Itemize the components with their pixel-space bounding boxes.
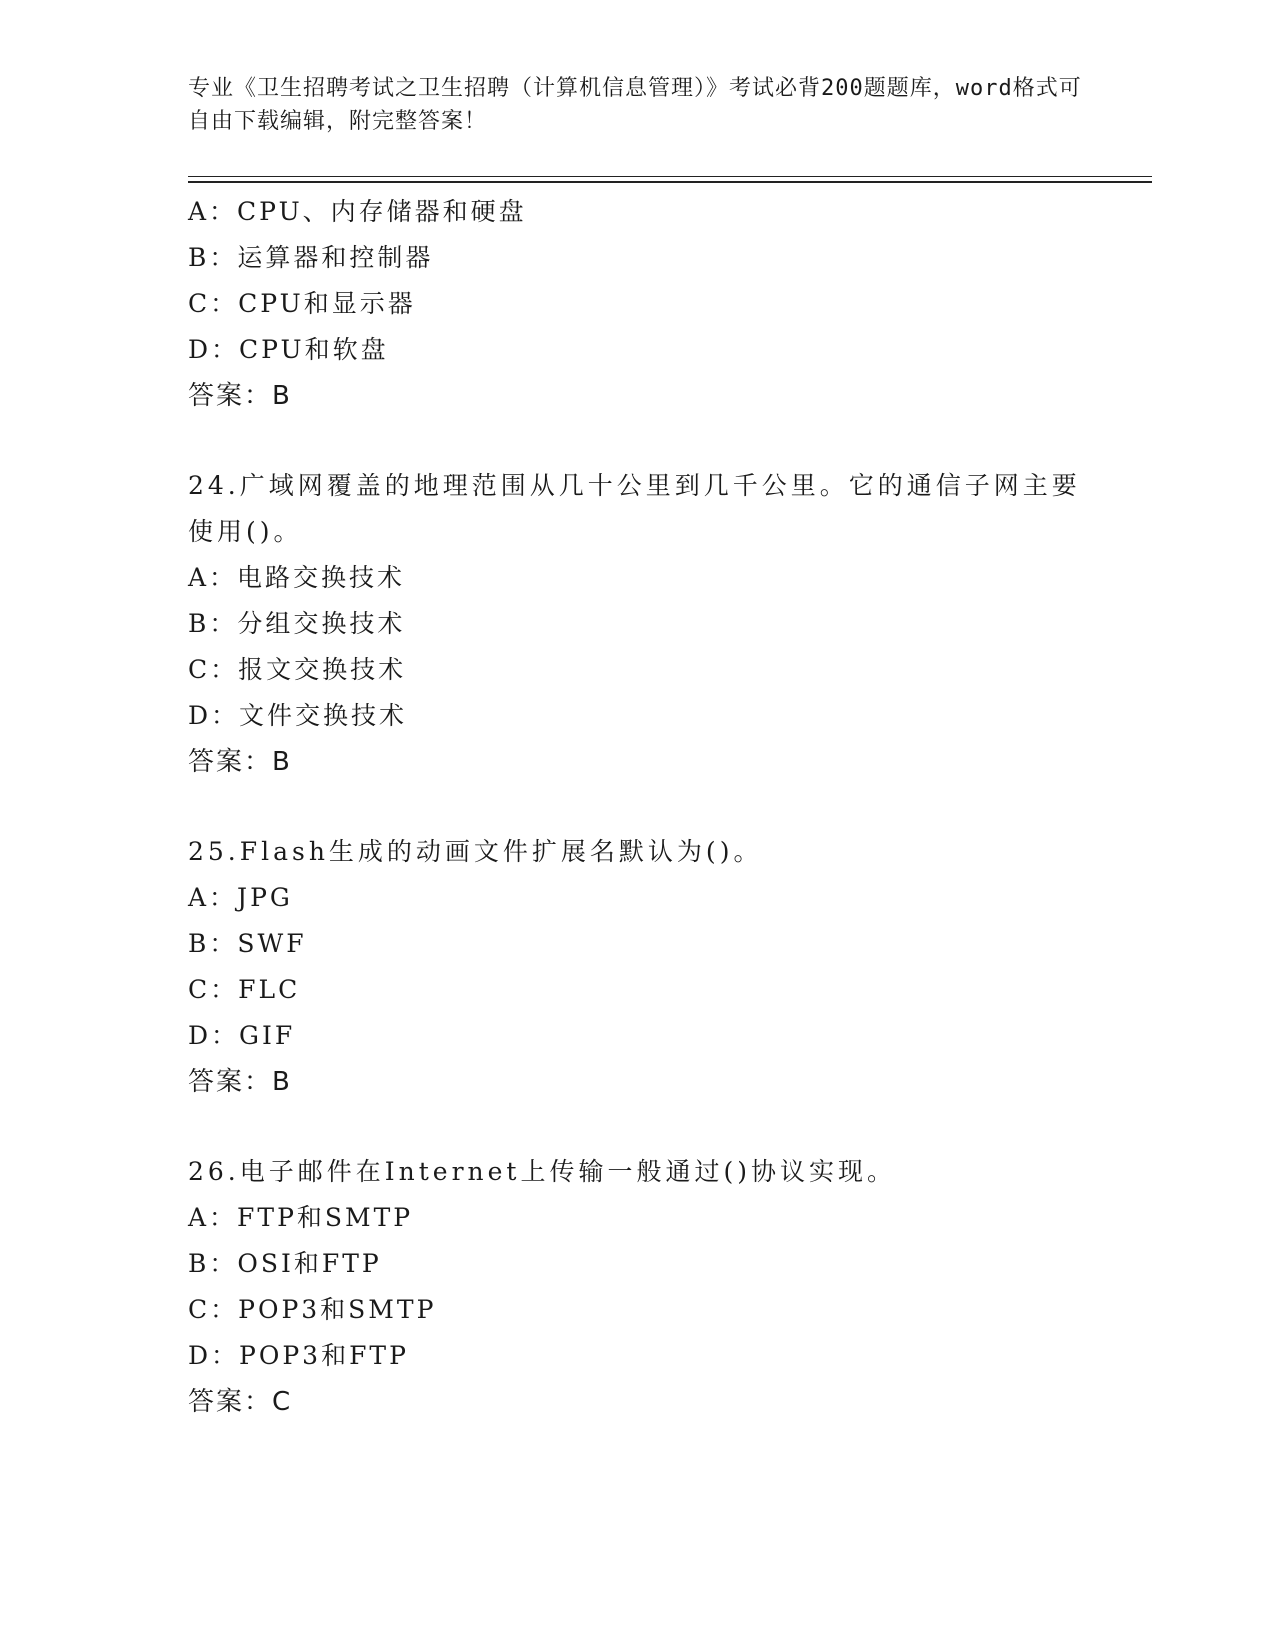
option-a: A：FTP和SMTP	[188, 1203, 414, 1232]
answer-line: 答案：B	[188, 747, 292, 777]
option-c: C：CPU和显示器	[188, 289, 416, 318]
question-text: 24.广域网覆盖的地理范围从几十公里到几千公里。它的通信子网主要使用()。	[188, 471, 1081, 546]
option-b: B：运算器和控制器	[188, 243, 434, 272]
option-c: C：FLC	[188, 975, 301, 1004]
option-a: A：JPG	[188, 883, 293, 912]
question-text: 26.电子邮件在Internet上传输一般通过()协议实现。	[188, 1157, 896, 1186]
question-block-25	[188, 829, 1088, 1105]
question-list	[188, 189, 1088, 1425]
answer-line: 答案：C	[188, 1387, 293, 1417]
question-text: 25.Flash生成的动画文件扩展名默认为()。	[188, 837, 763, 866]
option-b: B：分组交换技术	[188, 609, 406, 638]
option-b: B：SWF	[188, 929, 307, 958]
answer-line: 答案：B	[188, 381, 292, 411]
option-a: A：电路交换技术	[188, 563, 406, 592]
option-a: A：CPU、内存储器和硬盘	[188, 197, 527, 226]
spacer	[188, 1105, 1088, 1149]
header-divider-thin	[188, 176, 1152, 177]
option-b: B：OSI和FTP	[188, 1249, 382, 1278]
option-d: D：POP3和FTP	[188, 1341, 409, 1370]
question-block-24	[188, 463, 1088, 785]
option-d: D：CPU和软盘	[188, 335, 389, 364]
header-divider-thick	[188, 181, 1152, 183]
spacer	[188, 785, 1088, 829]
option-c: C：报文交换技术	[188, 655, 407, 684]
answer-line: 答案：B	[188, 1067, 292, 1097]
question-block-26	[188, 1149, 1088, 1425]
spacer	[188, 419, 1088, 463]
option-d: D：GIF	[188, 1021, 296, 1050]
option-c: C：POP3和SMTP	[188, 1295, 437, 1324]
document-header: 专业《卫生招聘考试之卫生招聘（计算机信息管理）》考试必背200题题库，word格式可自由下载编辑，附完整答案！	[188, 76, 1082, 134]
option-d: D：文件交换技术	[188, 701, 408, 730]
question-block-23	[188, 189, 1088, 419]
